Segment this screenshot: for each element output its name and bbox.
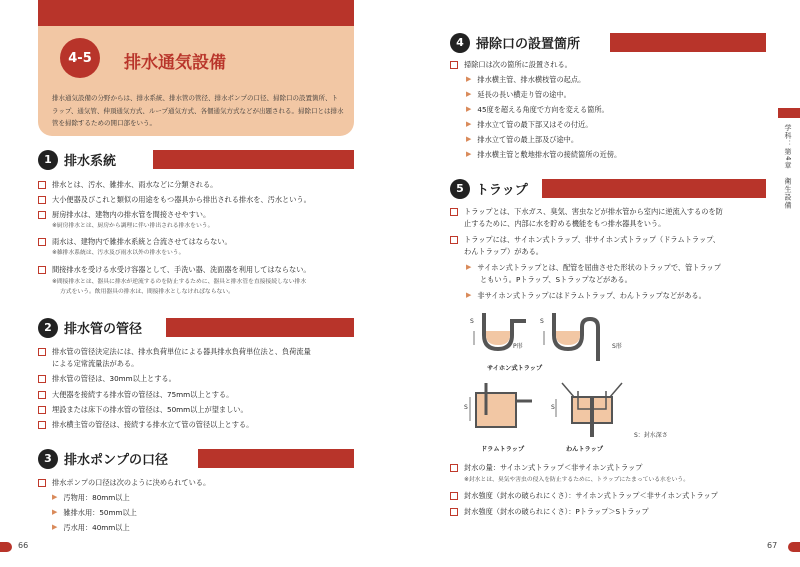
section-2-heading (38, 318, 354, 337)
sub-item: ▶ 雑排水用：50mm以上 (52, 508, 137, 517)
list-item: 排水管の管径は、30mm以上とする。 (38, 373, 354, 384)
bell-trap-caption: わんトラップ (566, 446, 604, 453)
arrow-icon: ▶ (52, 508, 58, 516)
heading-bar (166, 318, 354, 337)
section-number: 1 (38, 150, 58, 170)
checkbox-icon (38, 181, 46, 189)
seal-depth-mark: S (540, 318, 544, 325)
seal-depth-mark: S (551, 404, 555, 411)
arrow-icon: ▶ (52, 523, 58, 531)
sub-item: ▶ 排水横主管、排水横枝管の起点。 (466, 75, 586, 84)
checkbox-icon (38, 479, 46, 487)
s-trap-label: S形 (612, 343, 622, 350)
drum-trap-caption: ドラムトラップ (481, 446, 525, 453)
p-trap-label: P形 (513, 343, 523, 350)
arrow-icon: ▶ (466, 291, 472, 299)
sub-item: ▶ 45度を超える角度で方向を変える箇所。 (466, 105, 609, 114)
list-item-continued: 止するために、内部に水を貯める機能をもつ排水器具をいう。 (464, 219, 666, 228)
section-4-heading (450, 33, 766, 52)
arrow-icon: ▶ (466, 90, 472, 98)
section-title: 排水ポンプの口径 (64, 449, 174, 468)
section-header-bar (38, 0, 354, 26)
section-number: 5 (450, 179, 470, 199)
list-item-continued: わんトラップ）がある。 (464, 247, 543, 256)
seal-depth-mark: S (470, 318, 474, 325)
checkbox-icon (38, 238, 46, 246)
sub-item: ▶ 非サイホン式トラップにはドラムトラップ、わんトラップなどがある。 (466, 291, 706, 300)
note: 方式をいう。飲用器具の排水は、間接排水としなければならない。 (60, 289, 234, 295)
sub-item: ▶ サイホン式トラップとは、配管を屈曲させた形状のトラップで、管トラップ (466, 263, 721, 272)
list-item: 大小便器及びこれと類似の用途をもつ器具から排出される排水を、汚水という。 (38, 194, 354, 205)
list-item: 排水横主管の管径は、接続する排水立て管の管径以上とする。 (38, 419, 354, 430)
arrow-icon: ▶ (466, 135, 472, 143)
list-item: 大便器を接続する排水管の管径は、75mm以上とする。 (38, 389, 354, 400)
sub-item: ▶ 汚水用：40mm以上 (52, 523, 130, 532)
arrow-icon: ▶ (466, 105, 472, 113)
list-item: トラップには、サイホン式トラップ、非サイホン式トラップ（ドラムトラップ、 (450, 234, 770, 245)
list-item: 間接排水を受ける水受け容器として、手洗い器、洗面器を利用してはならない。 (38, 264, 354, 275)
list-item: 封水強度（封水の破られにくさ）：Pトラップ＞Sトラップ (450, 506, 770, 517)
checkbox-icon (38, 211, 46, 219)
seal-depth-mark: S (464, 404, 468, 411)
sub-item: ▶ 延長の長い横走り管の途中。 (466, 90, 571, 99)
sub-item: ▶ 排水立て管の最上部及び途中。 (466, 135, 579, 144)
section-3-heading (38, 449, 354, 468)
checkbox-icon (38, 391, 46, 399)
drum-trap-diagram (470, 383, 532, 427)
arrow-icon: ▶ (466, 75, 472, 83)
section-number-badge: 4-5 (60, 38, 100, 78)
section-title: 掃除口の設置箇所 (476, 33, 586, 52)
intro-text: 排水通気設備の分野からは、排水系統、排水管の管径、排水ポンプの口径、掃除口の設置箇所、トラップ、通気管、伸頂通気方式、ループ通気方式、各個通気方式などが出題される。掃除口とは排水管を掃除するための開口部をいう。 (52, 94, 344, 127)
section-1-heading (38, 150, 354, 169)
heading-bar (198, 449, 354, 468)
note: ※封水とは、臭気や害虫の侵入を防止するために、トラップにたまっている水をいう。 (464, 477, 690, 483)
s-trap-diagram (544, 313, 598, 361)
list-item: 封水強度（封水の破られにくさ）：サイホン式トラップ＜非サイホン式トラップ (450, 490, 770, 501)
list-item: 埋設または床下の排水管の管径は、50mm以上が望ましい。 (38, 404, 354, 415)
trap-diagram (462, 305, 662, 455)
section-number: 2 (38, 318, 58, 338)
list-item: 封水の量：サイホン式トラップ＜非サイホン式トラップ (450, 462, 770, 473)
checkbox-icon (38, 266, 46, 274)
note: ※雑排水系統は、汚水及び雨水以外の排水をいう。 (52, 250, 185, 256)
page-number: 67 (767, 541, 778, 550)
checkbox-icon (38, 406, 46, 414)
sub-item: ▶ 汚物用：80mm以上 (52, 493, 130, 502)
arrow-icon: ▶ (466, 263, 472, 271)
checkbox-icon (450, 508, 458, 516)
list-item: 排水管の管径決定法には、排水負荷単位による器具排水負荷単位法と、負荷流量 (38, 346, 354, 357)
section-number: 3 (38, 449, 58, 469)
list-item: トラップとは、下水ガス、臭気、害虫などが排水管から室内に逆流入するのを防 (450, 206, 770, 217)
checkbox-icon (450, 464, 458, 472)
chapter-index: 学科：第4章 衛生設備 (784, 124, 792, 210)
list-item-continued: による定常流量法がある。 (52, 359, 139, 368)
section-title: 排水系統 (64, 150, 122, 169)
list-item: 厨房排水は、建物内の排水管を間接させやすい。 (38, 209, 354, 220)
checkbox-icon (38, 196, 46, 204)
heading-bar (542, 179, 766, 198)
arrow-icon: ▶ (466, 120, 472, 128)
sub-item: ▶ 排水横主管と敷地排水管の接続箇所の近傍。 (466, 150, 622, 159)
checkbox-icon (38, 348, 46, 356)
heading-bar (610, 33, 766, 52)
seal-depth-note: S：封水深さ (634, 432, 668, 439)
section-5-heading (450, 179, 766, 198)
page-number: 66 (18, 541, 29, 550)
page-tab-marker (0, 542, 12, 552)
list-item: 排水ポンプの口径は次のように決められている。 (38, 477, 354, 488)
section-number: 4 (450, 33, 470, 53)
checkbox-icon (450, 236, 458, 244)
siphon-trap-caption: サイホン式トラップ (487, 365, 543, 372)
page-title: 排水通気設備 (124, 53, 226, 73)
sub-item-continued: ともいう。Pトラップ、Sトラップなどがある。 (480, 275, 632, 284)
arrow-icon: ▶ (52, 493, 58, 501)
sub-item: ▶ 排水立て管の最下部又はその付近。 (466, 120, 593, 129)
checkbox-icon (38, 421, 46, 429)
checkbox-icon (450, 208, 458, 216)
heading-bar (153, 150, 354, 169)
checkbox-icon (38, 375, 46, 383)
list-item: 雨水は、建物内で雑排水系統と合流させてはならない。 (38, 236, 354, 247)
checkbox-icon (450, 61, 458, 69)
note: ※間接排水とは、器具に排水が逆流するのを防止するために、器具と排水管を直接接続しない排水 (52, 279, 307, 285)
list-item: 排水とは、汚水、雑排水、雨水などに分類される。 (38, 179, 354, 190)
arrow-icon: ▶ (466, 150, 472, 158)
section-title: トラップ (476, 179, 534, 198)
checkbox-icon (450, 492, 458, 500)
page-tab-marker (788, 542, 800, 552)
list-item: 掃除口は次の箇所に設置される。 (450, 59, 766, 70)
section-title: 排水管の管径 (64, 318, 148, 337)
chapter-tab-marker (778, 108, 800, 118)
note: ※厨房排水とは、厨房から調理に伴い排出される排水をいう。 (52, 223, 214, 229)
bell-trap-diagram (556, 383, 622, 437)
